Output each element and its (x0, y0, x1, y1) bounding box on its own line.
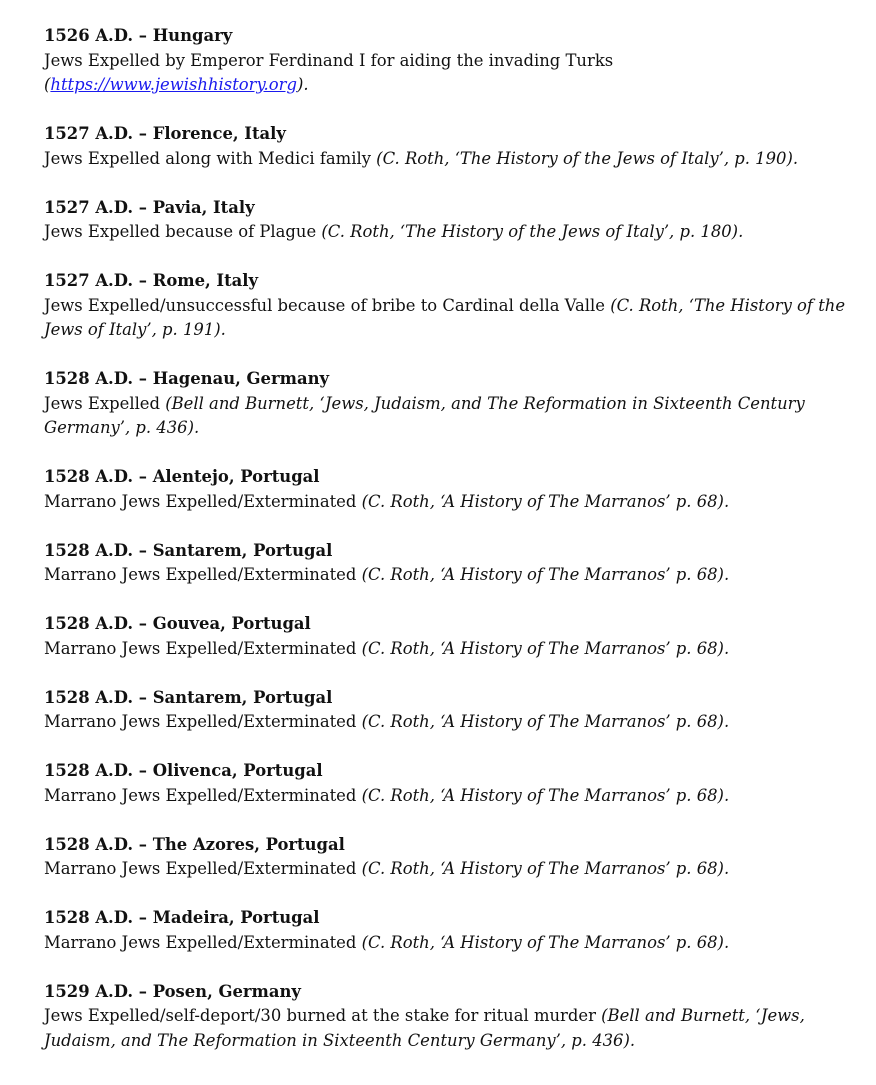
entry (44, 122, 852, 171)
entry-heading: 1527 A.D. – Rome, Italy (44, 271, 259, 290)
entry-body (44, 784, 852, 809)
citation: (C. Roth, ‘The History of the Jews of Italy’, p. 180). (321, 222, 744, 241)
entry-heading: 1528 A.D. – Gouvea, Portugal (44, 614, 311, 633)
citation: (C. Roth, ‘A History of The Marranos’ p. 68). (361, 491, 730, 511)
entry (44, 686, 852, 735)
citation: (C. Roth, ‘A History of The Marranos’ p. 68). (361, 932, 730, 952)
citation: (Bell and Burnett, ‘Jews, Judaism, and The Reformation in Sixteenth Century Germany’, p. 436). (44, 1006, 805, 1050)
entry-body (44, 220, 852, 245)
citation: (C. Roth, ‘A History of The Marranos’ p. 68). (361, 565, 730, 584)
entry-heading: 1529 A.D. – Posen, Germany (44, 981, 301, 1001)
entry-body (44, 710, 852, 735)
citation: (C. Roth, ‘A History of The Marranos’ p. 68). (361, 859, 730, 878)
citation-close: ). (296, 75, 309, 94)
entry-body (44, 1004, 852, 1053)
entry-text: Marrano Jews Expelled/Exterminated (44, 859, 362, 878)
entry (44, 539, 852, 588)
entry-text: Marrano Jews Expelled/Exterminated (44, 785, 362, 805)
citation: (C. Roth, ‘The History of the Jews of Italy’, p. 190). (376, 148, 799, 168)
entry-body (44, 294, 852, 343)
entry-text: Marrano Jews Expelled/Exterminated (44, 565, 362, 584)
entry-text: Jews Expelled (44, 393, 166, 413)
entry-text: Jews Expelled along with Medici family (44, 148, 377, 168)
entry-heading: 1528 A.D. – Madeira, Portugal (44, 908, 320, 927)
entry-text: Marrano Jews Expelled/Exterminated (44, 712, 362, 731)
entry (44, 833, 852, 882)
entry-body (44, 637, 852, 662)
entry-text: Jews Expelled by Emperor Ferdinand I for aiding the invading Turks (44, 50, 614, 70)
citation: (Bell and Burnett, ‘Jews, Judaism, and The Reformation in Sixteenth Century Germany’, p. 436). (44, 393, 805, 437)
entry-body (44, 490, 852, 515)
entry (44, 612, 852, 661)
entry-body (44, 49, 852, 98)
entry (44, 906, 852, 955)
entry-heading: 1526 A.D. – Hungary (44, 26, 233, 45)
source-link[interactable]: https://www.jewishhistory.org (50, 75, 297, 94)
entry (44, 196, 852, 245)
citation: (C. Roth, ‘A History of The Marranos’ p. 68). (361, 785, 730, 805)
citation-open: ( (44, 75, 51, 94)
entry (44, 269, 852, 343)
entry-body (44, 147, 852, 172)
entry-heading: 1528 A.D. – The Azores, Portugal (44, 834, 345, 854)
entry-heading: 1528 A.D. – Hagenau, Germany (44, 369, 330, 388)
entry-body (44, 857, 852, 882)
citation: (C. Roth, ‘A History of The Marranos’ p. 68). (361, 638, 730, 658)
entry-text: Jews Expelled because of Plague (44, 222, 322, 241)
entry-text: Marrano Jews Expelled/Exterminated (44, 932, 362, 952)
entry-heading: 1528 A.D. – Olivenca, Portugal (44, 761, 323, 780)
entry-body (44, 931, 852, 956)
citation: (C. Roth, ‘The History of the Jews of Italy’, p. 191). (44, 295, 846, 339)
entry-text: Jews Expelled/unsuccessful because of bribe to Cardinal della Valle (44, 295, 611, 315)
entry (44, 24, 852, 98)
citation: (C. Roth, ‘A History of The Marranos’ p. 68). (361, 712, 730, 731)
entry (44, 367, 852, 441)
entry-heading: 1527 A.D. – Pavia, Italy (44, 197, 255, 217)
entry (44, 759, 852, 808)
document-page (44, 24, 852, 1078)
entry (44, 980, 852, 1054)
entry-text: Jews Expelled/self-deport/30 burned at the stake for ritual murder (44, 1006, 602, 1025)
entry-heading: 1528 A.D. – Alentejo, Portugal (44, 467, 320, 486)
entry (44, 465, 852, 514)
entry-body (44, 392, 852, 441)
entry-heading: 1528 A.D. – Santarem, Portugal (44, 540, 333, 560)
entry-text: Marrano Jews Expelled/Exterminated (44, 491, 362, 511)
entry-text: Marrano Jews Expelled/Exterminated (44, 638, 362, 658)
entry-heading: 1528 A.D. – Santarem, Portugal (44, 687, 333, 707)
entry-heading: 1527 A.D. – Florence, Italy (44, 124, 286, 143)
entry-body (44, 563, 852, 588)
